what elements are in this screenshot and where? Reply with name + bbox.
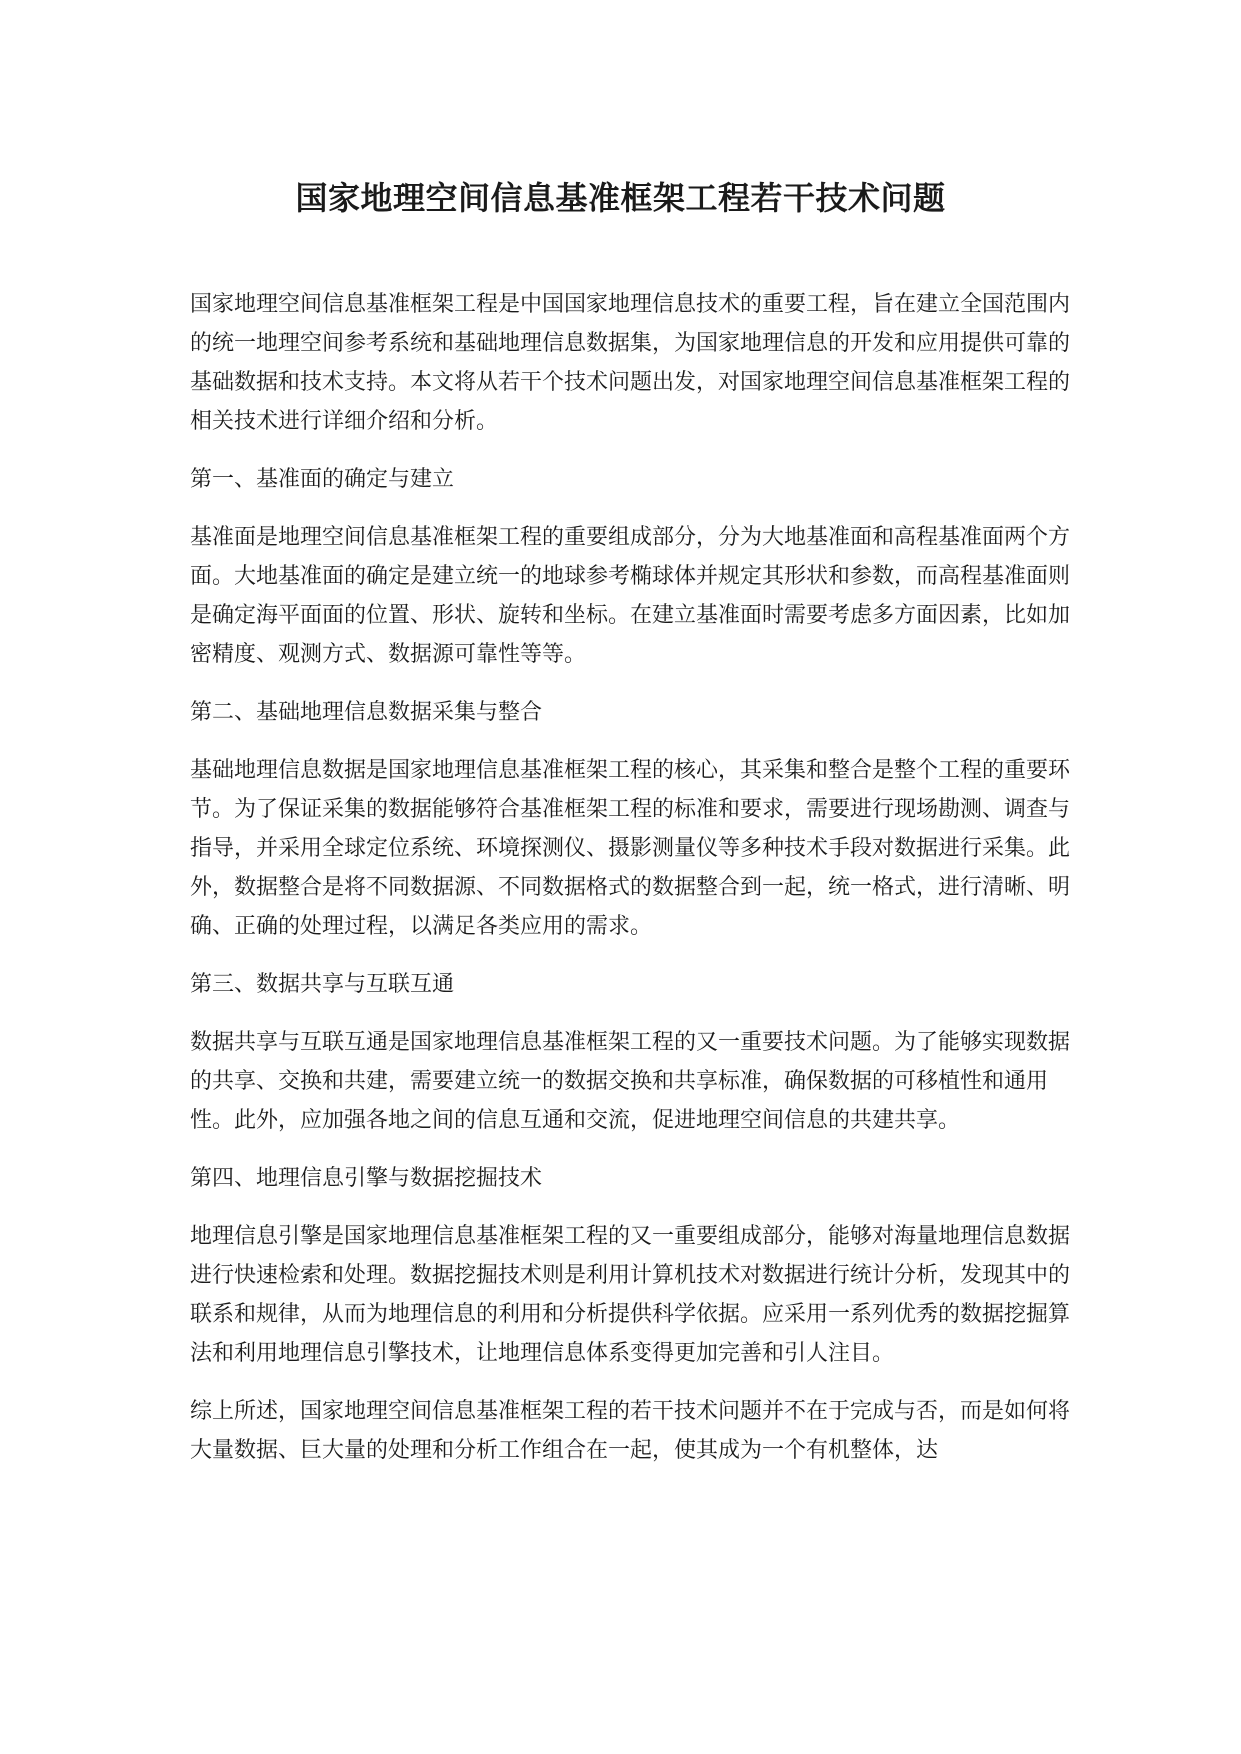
section-heading-1: 第一、基准面的确定与建立 bbox=[190, 467, 455, 492]
conclusion-paragraph: 综上所述，国家地理空间信息基准框架工程的若干技术问题并不在于完成与否，而是如何将大量数据、巨大量的处理和分析工作组合在一起，使其成为一个有机整体，达 bbox=[190, 1399, 1071, 1463]
section-paragraph-3: 数据共享与互联互通是国家地理信息基准框架工程的又一重要技术问题。为了能够实现数据的共享、交换和共建，需要建立统一的数据交换和共享标准，确保数据的可移植性和通用性。此外，应加强各地之间的信息互通和交流，促进地理空间信息的共建共享。 bbox=[190, 1030, 1071, 1133]
section-heading-3: 第三、数据共享与互联互通 bbox=[190, 972, 455, 997]
section-paragraph-2: 基础地理信息数据是国家地理信息基准框架工程的核心，其采集和整合是整个工程的重要环节。为了保证采集的数据能够符合基准框架工程的标准和要求，需要进行现场勘测、调查与指导，并采用全球定位系统、环境探测仪、摄影测量仪等多种技术手段对数据进行采集。此外，数据整合是将不同数据源、不同数据格式的数据整合到一起，统一格式，进行清晰、明确、正确的处理过程，以满足各类应用的需求。 bbox=[190, 758, 1071, 939]
document-body bbox=[190, 285, 1070, 1489]
section-paragraph-1: 基准面是地理空间信息基准框架工程的重要组成部分，分为大地基准面和高程基准面两个方面。大地基准面的确定是建立统一的地球参考椭球体并规定其形状和参数，而高程基准面则是确定海平面面的位置、形状、旋转和坐标。在建立基准面时需要考虑多方面因素，比如加密精度、观测方式、数据源可靠性等等。 bbox=[190, 525, 1071, 667]
section-heading-2: 第二、基础地理信息数据采集与整合 bbox=[190, 700, 543, 725]
section-heading-4: 第四、地理信息引擎与数据挖掘技术 bbox=[190, 1166, 543, 1191]
page-title: 国家地理空间信息基准框架工程若干技术问题 bbox=[295, 179, 946, 217]
section-paragraph-4: 地理信息引擎是国家地理信息基准框架工程的又一重要组成部分，能够对海量地理信息数据进行快速检索和处理。数据挖掘技术则是利用计算机技术对数据进行统计分析，发现其中的联系和规律，从而为地理信息的利用和分析提供科学依据。应采用一系列优秀的数据挖掘算法和利用地理信息引擎技术，让地理信息体系变得更加完善和引人注目。 bbox=[190, 1224, 1071, 1366]
intro-paragraph: 国家地理空间信息基准框架工程是中国国家地理信息技术的重要工程，旨在建立全国范围内的统一地理空间参考系统和基础地理信息数据集，为国家地理信息的开发和应用提供可靠的基础数据和技术支持。本文将从若干个技术问题出发，对国家地理空间信息基准框架工程的相关技术进行详细介绍和分析。 bbox=[190, 292, 1071, 434]
